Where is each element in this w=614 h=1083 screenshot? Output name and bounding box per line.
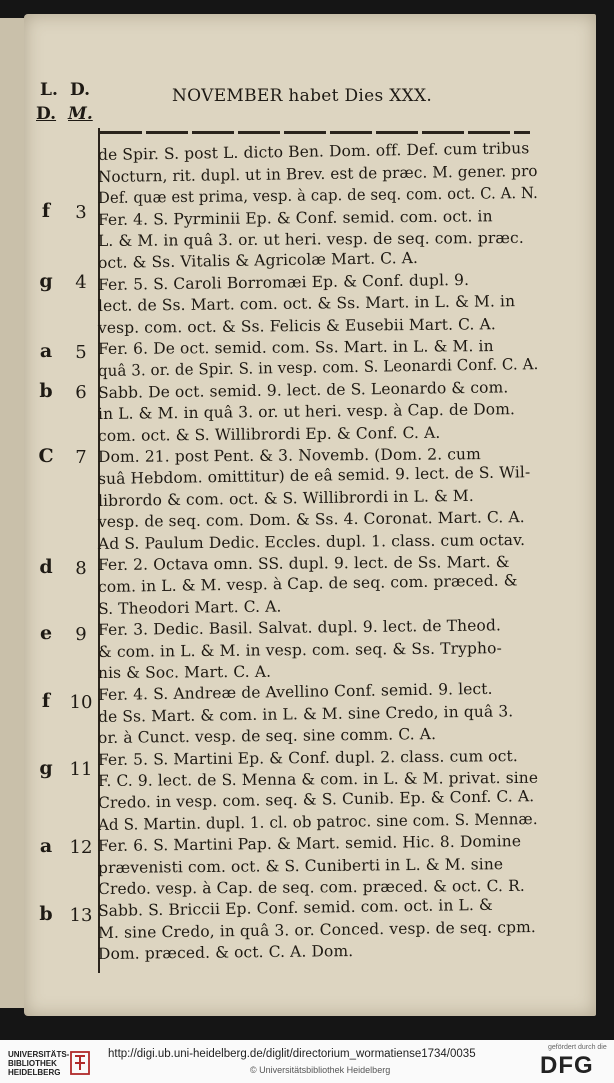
dfg-caption: gefördert durch die: [548, 1044, 607, 1051]
text-line: Fer. 6. S. Martini Pap. & Mart. semid. Hic. 8. Domine: [97, 832, 522, 856]
dominical-letter: C: [38, 445, 54, 467]
dominical-letter: f: [41, 200, 51, 222]
text-line: Ad S. Martin. dupl. 1. cl. ob patroc. sine com. S. Mennæ.: [97, 809, 538, 834]
copyright-text: © Universitätsbibliothek Heidelberg: [250, 1065, 391, 1075]
text-line: suâ Hebdom. omittitur) de eâ semid. 9. lect. de S. Wil-: [97, 463, 531, 488]
column-header-d-top: D.: [70, 80, 91, 100]
text-line: Dom. præced. & oct. C. A. Dom.: [97, 942, 354, 964]
logo-text: UNIVERSITÄTS- BIBLIOTHEK HEIDELBERG: [8, 1050, 70, 1077]
text-line: Fer. 6. De oct. semid. com. Ss. Mart. in L. & M. in: [97, 337, 494, 359]
dominical-letter: e: [39, 622, 53, 644]
day-number: 8: [75, 558, 87, 579]
dominical-letter: a: [39, 835, 53, 857]
text-line: Fer. 2. Octava omn. SS. dupl. 9. lect. de Ss. Mart. &: [97, 553, 510, 575]
column-header-l: L.: [40, 80, 58, 100]
text-line: Sabb. De oct. semid. 9. lect. de S. Leonardo & com.: [97, 378, 509, 402]
day-number: 6: [75, 382, 87, 403]
text-line: Fer. 4. S. Andreæ de Avellino Conf. semid. 9. lect.: [97, 679, 493, 704]
dominical-letter: b: [39, 380, 53, 402]
dominical-letter: d: [39, 556, 53, 578]
text-line: or. à Cunct. vesp. de seq. sine comm. C. A.: [97, 725, 437, 748]
day-number: 13: [69, 905, 93, 926]
permalink-url[interactable]: http://digi.ub.uni-heidelberg.de/diglit/directorium_wormatiense1734/0035: [108, 1048, 476, 1060]
text-line: com. in L. & M. vesp. à Cap. de seq. com. præced. &: [97, 571, 518, 596]
text-line: lect. de Ss. Mart. com. oct. & Ss. Mart. in L. & M. in: [97, 292, 516, 316]
text-line: S. Theodori Mart. C. A.: [97, 597, 282, 618]
day-number: 4: [75, 272, 87, 293]
text-line: vesp. de seq. com. Dom. & Ss. 4. Coronat. Mart. C. A.: [97, 508, 525, 532]
day-number: 12: [69, 837, 93, 858]
text-line: nis & Soc. Mart. C. A.: [97, 663, 272, 683]
text-line: & com. in L. & M. in vesp. com. seq. & Ss. Trypho-: [97, 638, 502, 661]
day-number: 11: [69, 759, 93, 780]
day-number: 10: [69, 692, 93, 713]
text-line: M. sine Credo, in quâ 3. or. Conced. vesp. de seq. cpm.: [97, 917, 537, 942]
text-line: Fer. 5. S. Martini Ep. & Conf. dupl. 2. class. cum oct.: [97, 746, 518, 769]
text-line: de Spir. S. post L. dicto Ben. Dom. off. Def. cum tribus: [97, 139, 530, 164]
text-line: librordo & com. oct. & S. Willibrordi in L. & M.: [97, 486, 474, 510]
dominical-letter: g: [39, 270, 53, 292]
text-line: Credo. vesp. à Cap. de seq. com. præced. & oct. C. R.: [97, 877, 525, 899]
text-line: oct. & Ss. Vitalis & Agricolæ Mart. C. A.: [97, 248, 419, 272]
text-line: com. oct. & S. Willibrordi Ep. & Conf. C. A.: [97, 423, 441, 445]
text-line: Sabb. S. Briccii Ep. Conf. semid. com. oct. in L. &: [97, 895, 493, 920]
text-line: Nocturn, rit. dupl. ut in Brev. est de præc. M. gener. pro: [97, 161, 538, 186]
text-line: prævenisti com. oct. & S. Cuniberti in L. & M. sine: [97, 854, 504, 877]
footer-bar: [0, 1040, 614, 1083]
text-line: vesp. com. oct. & Ss. Felicis & Eusebii Mart. C. A.: [97, 315, 496, 337]
text-line: Def. quæ est prima, vesp. à cap. de seq. com. oct. C. A. N.: [97, 184, 538, 208]
dominical-letter: b: [39, 903, 53, 925]
header-rule: [100, 131, 530, 134]
day-number: 5: [75, 342, 87, 363]
dominical-letter: f: [41, 690, 51, 712]
text-line: quâ 3. or. de Spir. S. in vesp. com. S. Leonardi Conf. C. A.: [97, 355, 539, 380]
page-title: NOVEMBER habet Dies XXX.: [172, 86, 433, 106]
ub-heidelberg-logo[interactable]: [8, 1048, 100, 1078]
text-line: in L. & M. in quâ 3. or. ut heri. vesp. à Cap. de Dom.: [97, 400, 516, 424]
text-line: F. C. 9. lect. de S. Menna & com. in L. & M. privat. sine: [97, 769, 539, 791]
column-header-m: M.: [68, 104, 93, 124]
day-number: 3: [75, 202, 87, 223]
dominical-letter: a: [39, 340, 53, 362]
text-line: Fer. 5. S. Caroli Borromæi Ep. & Conf. dupl. 9.: [97, 270, 470, 294]
day-number: 9: [75, 624, 87, 645]
column-header-d: D.: [36, 104, 57, 124]
text-line: Ad S. Paulum Dedic. Eccles. dupl. 1. class. cum octav.: [97, 530, 526, 553]
dfg-logo: DFG: [540, 1052, 594, 1079]
text-line: Credo. in vesp. com. seq. & S. Cunib. Ep. & Conf. C. A.: [97, 787, 535, 812]
day-number: 7: [75, 447, 87, 468]
text-line: L. & M. in quâ 3. or. ut heri. vesp. de seq. com. præc.: [97, 229, 524, 251]
dominical-letter: g: [39, 757, 53, 779]
text-line: Fer. 3. Dedic. Basil. Salvat. dupl. 9. lect. de Theod.: [97, 616, 502, 640]
text-line: Fer. 4. S. Pyrminii Ep. & Conf. semid. com. oct. in: [97, 207, 493, 229]
text-line: de Ss. Mart. & com. in L. & M. sine Credo, in quâ 3.: [97, 701, 514, 726]
text-line: Dom. 21. post Pent. & 3. Novemb. (Dom. 2. cum: [97, 445, 481, 467]
logo-seal-icon: [70, 1051, 90, 1075]
